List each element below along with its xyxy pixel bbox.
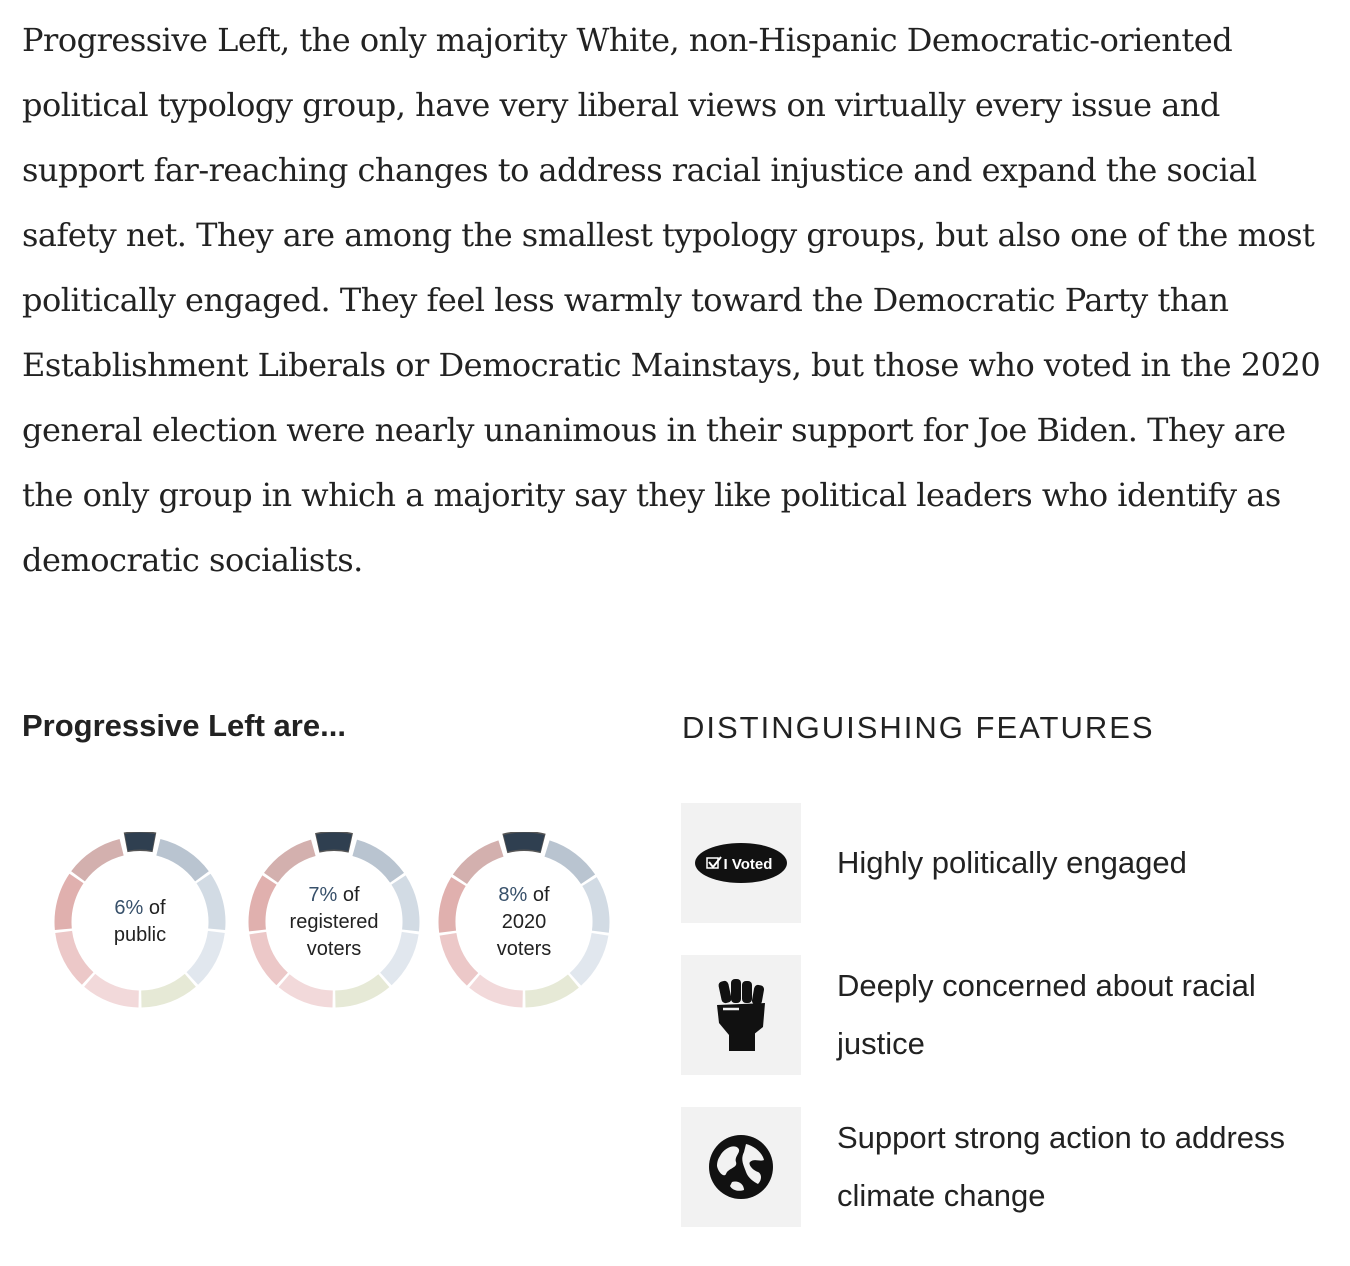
donut-registered-voters <box>244 832 424 1012</box>
feature-racial-justice <box>681 955 1321 1075</box>
donut-2020-voters <box>434 832 614 1012</box>
donut-population-2: voters <box>496 937 552 960</box>
donut-label-registered <box>244 832 424 1012</box>
feature-icon-box <box>681 1107 801 1227</box>
feature-icon-box <box>681 955 801 1075</box>
feature-climate-change <box>681 1107 1321 1227</box>
donut-charts <box>50 832 620 1022</box>
donut-population: 2020 <box>501 910 547 933</box>
donut-label-public <box>50 832 230 1012</box>
donut-public <box>50 832 230 1012</box>
donut-of: of <box>148 897 166 919</box>
feature-icon-box <box>681 803 801 923</box>
donut-population: public <box>113 924 167 946</box>
feature-politically-engaged <box>681 803 1321 923</box>
feature-text: Support strong action to address climate change <box>837 1120 1286 1213</box>
intro-paragraph: Progressive Left, the only majority White, non-Hispanic Democratic-oriented political typology group, have very liberal views on virtually every issue and support far-reaching changes to address racial injustice and expand the social safety net. They are among the smallest typology groups, but also one of the most politically engaged. They feel less warmly toward the Democratic Party than Establishment Liberals or Democratic Mainstays, but those who voted in the 2020 general election were nearly unanimous in their support for Joe Biden. They are the only group in which a majority say they like political leaders who identify as democratic socialists. <box>22 21 1321 579</box>
i-voted-sticker-icon <box>693 841 789 885</box>
donut-population: registered <box>289 910 379 933</box>
donut-percent: 6% <box>114 897 144 919</box>
donut-population-2: voters <box>306 937 362 960</box>
raised-fist-icon <box>711 975 771 1055</box>
feature-text: Deeply concerned about racial justice <box>837 968 1256 1061</box>
distinguishing-features-heading: DISTINGUISHING FEATURES <box>682 710 1155 745</box>
feature-text: Highly politically engaged <box>837 845 1187 880</box>
sticker-text: I Voted <box>723 856 773 873</box>
donut-percent: 8% <box>498 883 528 906</box>
donut-percent: 7% <box>308 883 338 906</box>
globe-icon <box>708 1134 774 1200</box>
donut-of: of <box>532 883 550 906</box>
donut-of: of <box>342 883 360 906</box>
group-share-heading: Progressive Left are... <box>22 708 346 743</box>
donut-label-2020 <box>434 832 614 1012</box>
